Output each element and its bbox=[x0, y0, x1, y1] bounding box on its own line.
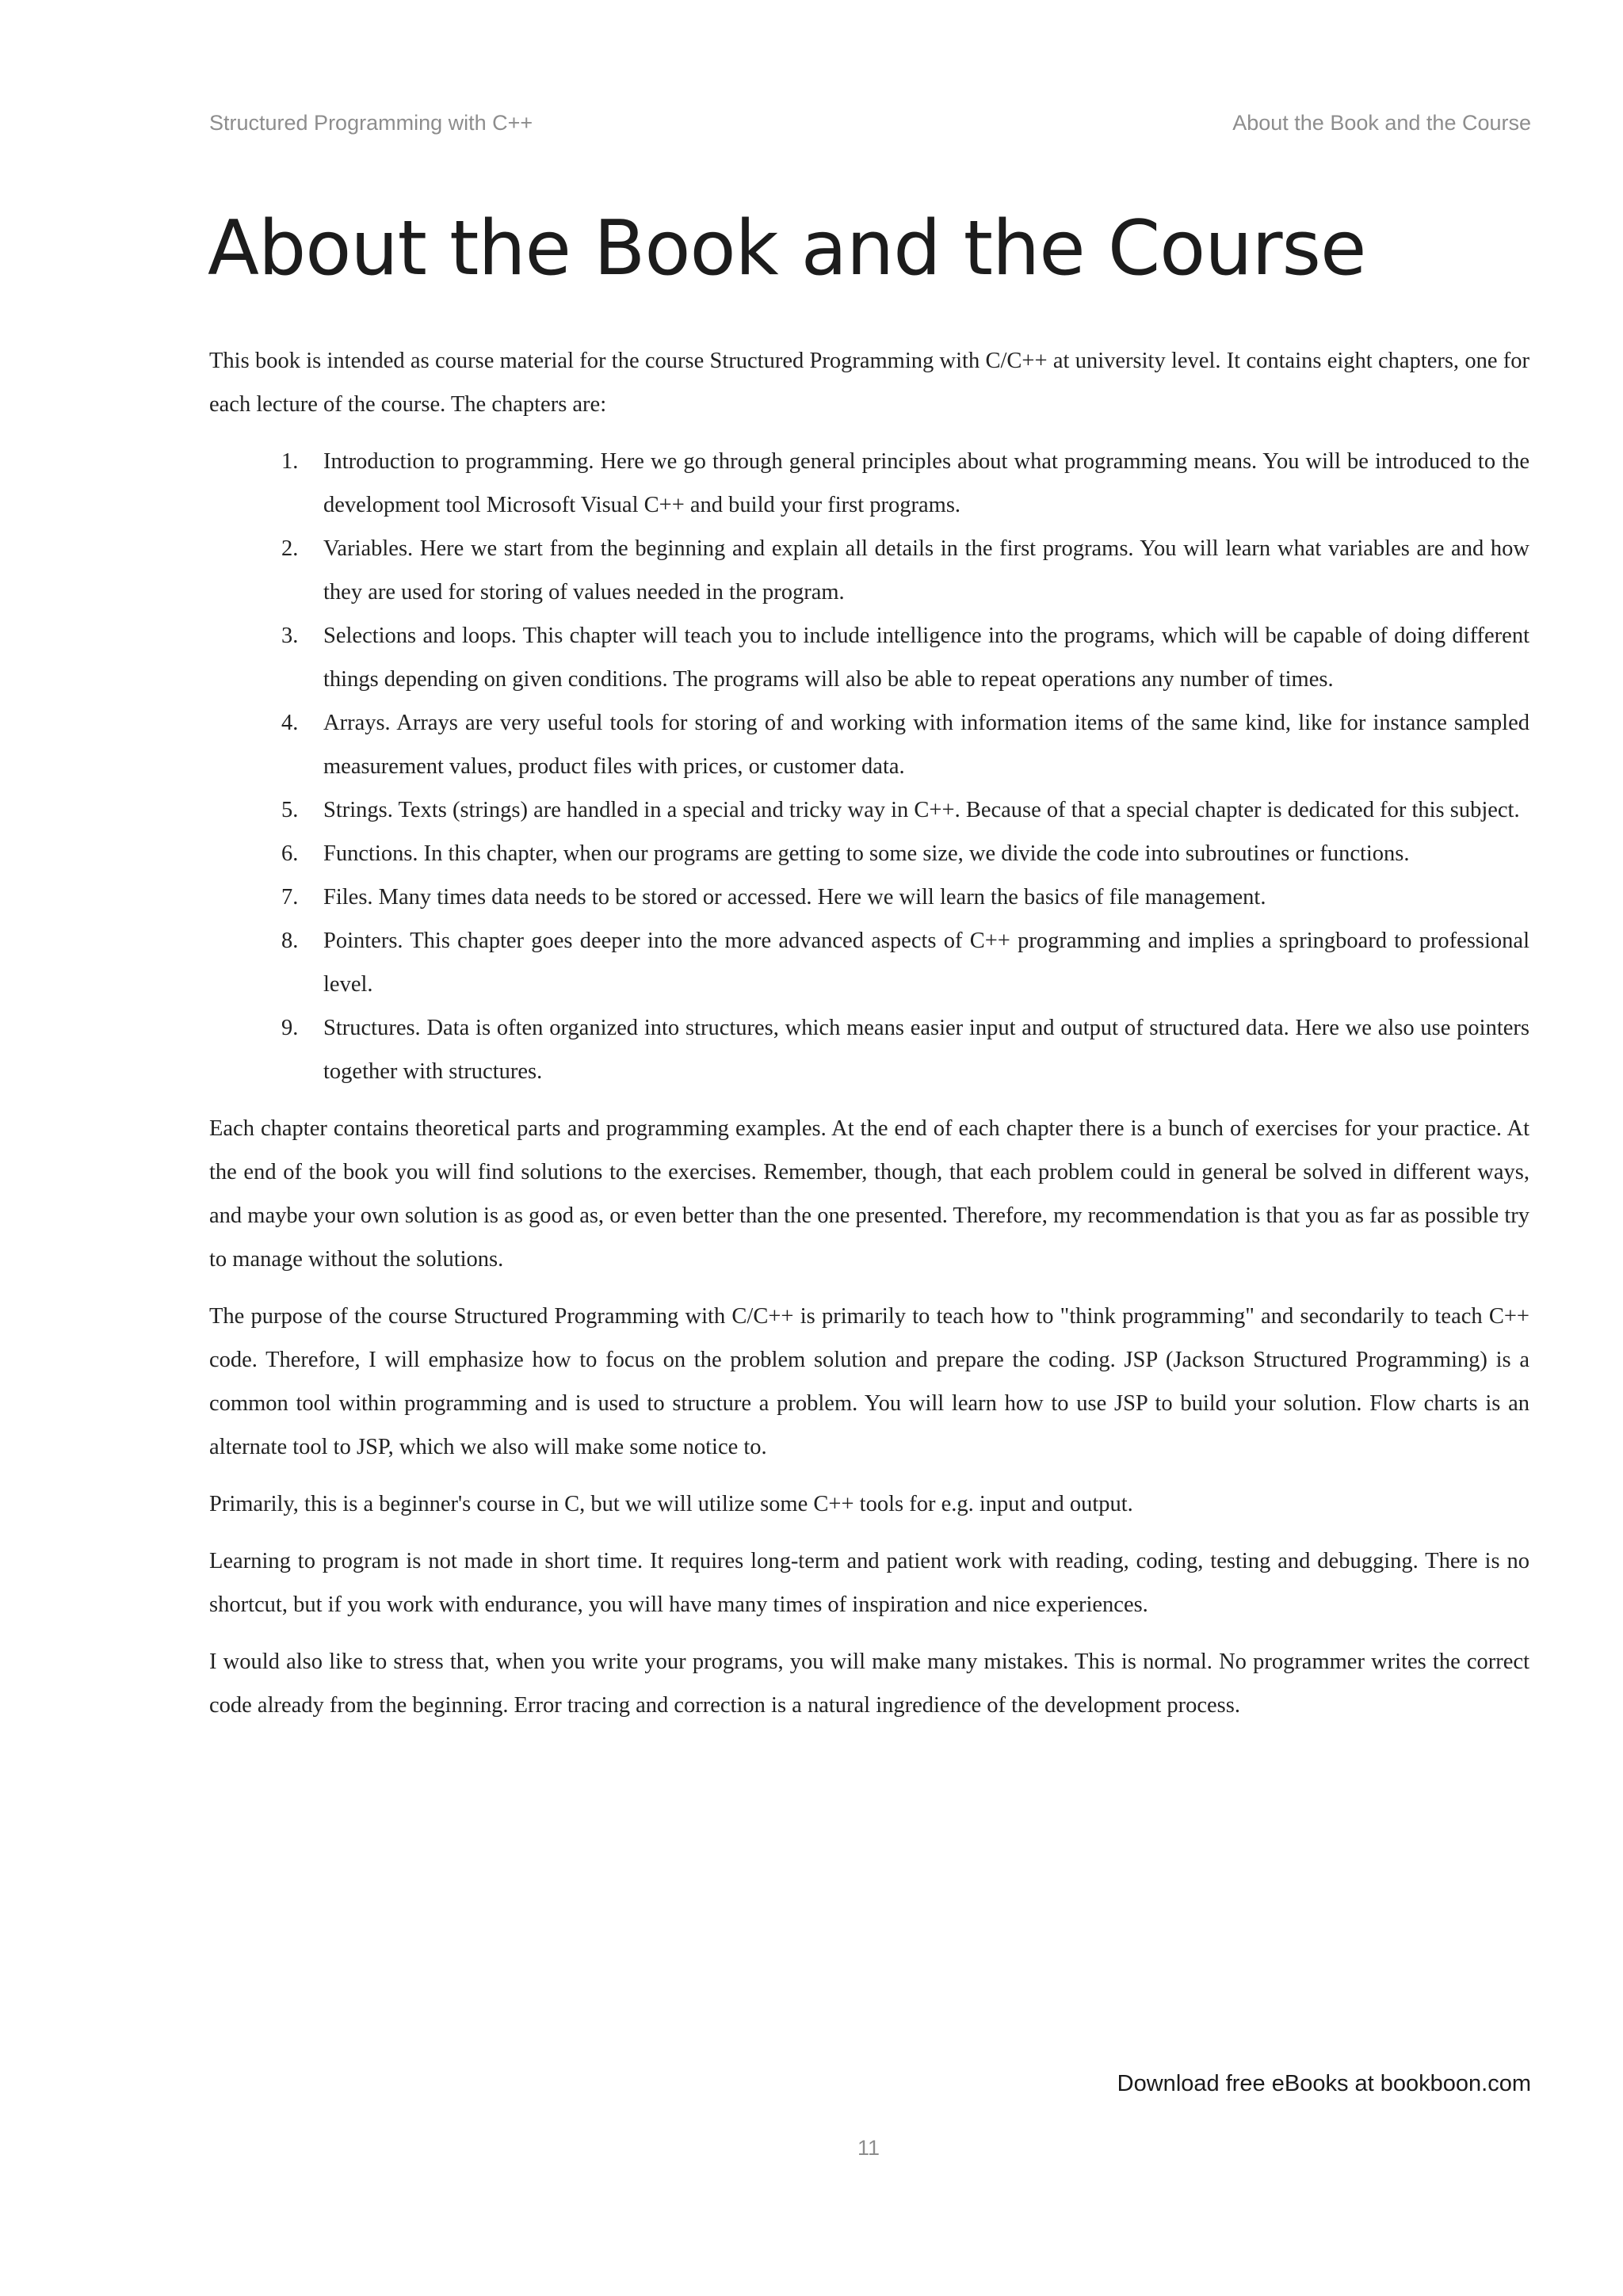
chapter-item bbox=[281, 832, 1529, 875]
intro-paragraph: This book is intended as course material for the course Structured Programming with C/C++ at university level. It contains eight chapters, one for each lecture of the course. The chapters are: bbox=[209, 349, 1529, 417]
page-number: 11 bbox=[857, 2136, 880, 2160]
chapter-description: Variables. Here we start from the beginning and explain all details in the first programs. You will learn what variables are and how they are used for storing of values needed in the program. bbox=[323, 536, 1529, 605]
chapter-description: Files. Many times data needs to be stored or accessed. Here we will learn the basics of file management. bbox=[323, 885, 1266, 910]
main-content bbox=[209, 339, 1529, 1741]
download-ebooks-link[interactable]: Download free eBooks at bookboon.com bbox=[1117, 2071, 1531, 2096]
chapter-number: 4. bbox=[281, 711, 299, 735]
chapter-number: 7. bbox=[281, 885, 299, 910]
body-paragraph-mistakes: I would also like to stress that, when you write your programs, you will make many mistakes. This is normal. No programmer writes the correct code already from the beginning. Error tracing and correction is a natural ingredience of the development process. bbox=[209, 1650, 1529, 1718]
chapter-description: Introduction to programming. Here we go through general principles about what programming means. You will be introduced to the development tool Microsoft Visual C++ and build your first programs. bbox=[323, 449, 1529, 517]
chapter-number: 5. bbox=[281, 798, 299, 822]
chapter-item bbox=[281, 788, 1529, 832]
chapter-number: 3. bbox=[281, 624, 299, 648]
page-title: About the Book and the Course bbox=[208, 205, 1366, 292]
chapter-description: Structures. Data is often organized into structures, which means easier input and output of structured data. Here we also use pointers together with structures. bbox=[323, 1016, 1529, 1084]
running-header-book-title: Structured Programming with C++ bbox=[209, 111, 533, 135]
chapter-description: Selections and loops. This chapter will teach you to include intelligence into the programs, which will be capable of doing different things depending on given conditions. The programs will also be able to repeat operations any number of times. bbox=[323, 624, 1529, 692]
chapter-description: Strings. Texts (strings) are handled in a special and tricky way in C++. Because of that a special chapter is dedicated for this subject. bbox=[323, 798, 1520, 822]
body-paragraph-exercises: Each chapter contains theoretical parts and programming examples. At the end of each chapter there is a bunch of exercises for your practice. At the end of the book you will find solutions to the exercises. Remember, though, that each problem could in general be solved in different ways, and maybe your own solution is as good as, or even better than the one presented. Therefore, my recommendation is that you as far as possible try to manage without the solutions. bbox=[209, 1116, 1529, 1272]
chapter-item bbox=[281, 614, 1529, 701]
running-header-chapter-title: About the Book and the Course bbox=[1232, 111, 1531, 135]
chapter-number: 1. bbox=[281, 449, 299, 474]
body-paragraph-learning: Learning to program is not made in short time. It requires long-term and patient work with reading, coding, testing and debugging. There is no shortcut, but if you work with endurance, you will have many times of inspiration and nice experiences. bbox=[209, 1549, 1529, 1617]
chapter-list bbox=[209, 440, 1529, 1093]
chapter-number: 8. bbox=[281, 929, 299, 953]
chapter-item bbox=[281, 919, 1529, 1006]
chapter-number: 2. bbox=[281, 536, 299, 561]
chapter-description: Functions. In this chapter, when our programs are getting to some size, we divide the code into subroutines or functions. bbox=[323, 841, 1410, 866]
chapter-description: Arrays. Arrays are very useful tools for storing of and working with information items of the same kind, like for instance sampled measurement values, product files with prices, or customer data. bbox=[323, 711, 1529, 779]
chapter-item bbox=[281, 875, 1529, 919]
body-paragraph-beginner: Primarily, this is a beginner's course in C, but we will utilize some C++ tools for e.g. input and output. bbox=[209, 1492, 1133, 1516]
body-paragraph-purpose: The purpose of the course Structured Programming with C/C++ is primarily to teach how to "think programming" and secondarily to teach C++ code. Therefore, I will emphasize how to focus on the problem solution and prepare the coding. JSP (Jackson Structured Programming) is a common tool within programming and is used to structure a problem. You will learn how to use JSP to build your solution. Flow charts is an alternate tool to JSP, which we also will make some notice to. bbox=[209, 1304, 1529, 1459]
chapter-item bbox=[281, 701, 1529, 788]
chapter-item bbox=[281, 527, 1529, 614]
chapter-number: 9. bbox=[281, 1016, 299, 1040]
chapter-description: Pointers. This chapter goes deeper into the more advanced aspects of C++ programming and implies a springboard to professional level. bbox=[323, 929, 1529, 997]
chapter-item bbox=[281, 440, 1529, 527]
chapter-item bbox=[281, 1006, 1529, 1093]
chapter-number: 6. bbox=[281, 841, 299, 866]
